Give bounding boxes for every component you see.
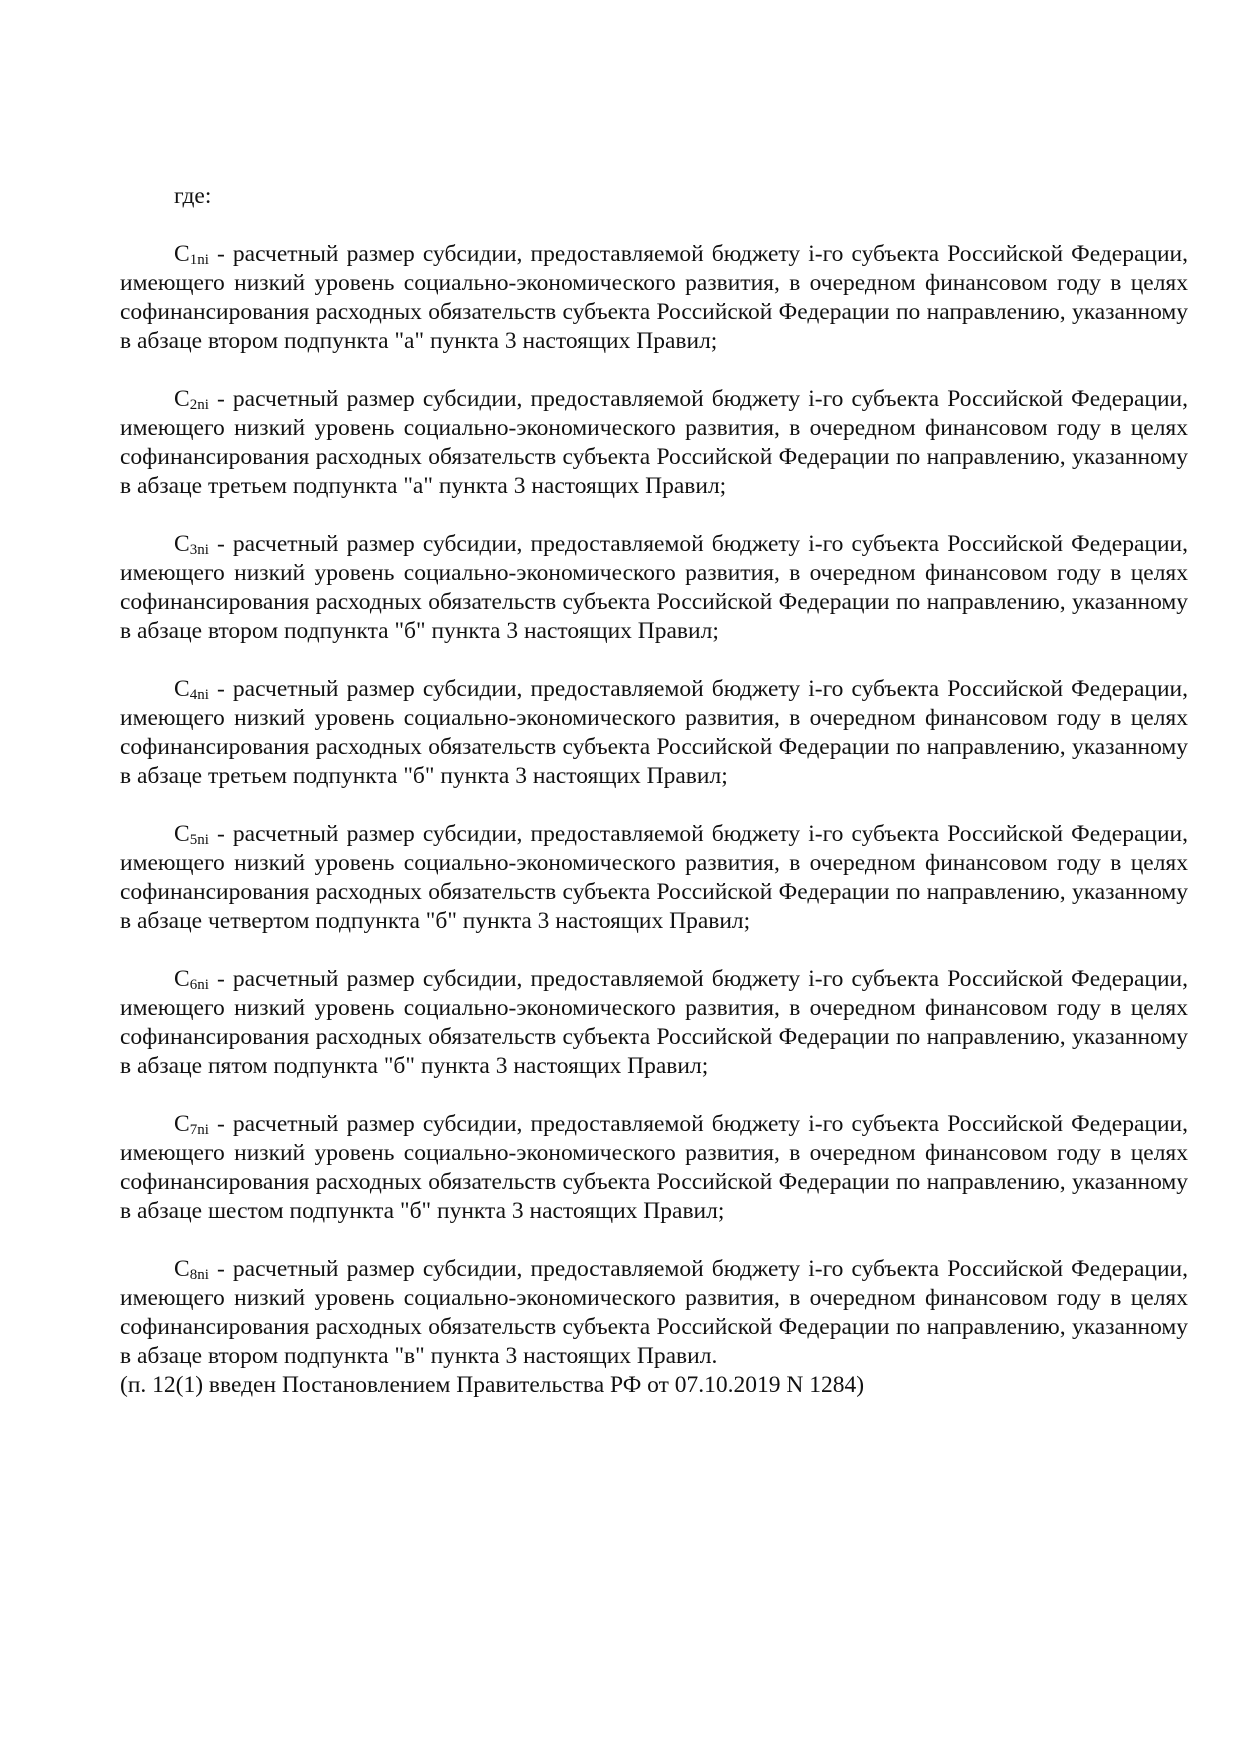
definition-text: - расчетный размер субсидии, предоставляемой бюджету i-го субъекта Российской Федерации, имеющего низкий уровень социально-экономического развития, в очередном финансовом году в целях софинансирования расходных обязательств субъекта Российской Федерации по направлению, указанному в абзаце втором подпункта "а" пункта 3 настоящих Правил; <box>120 241 1188 354</box>
definition-text: - расчетный размер субсидии, предоставляемой бюджету i-го субъекта Российской Федерации, имеющего низкий уровень социально-экономического развития, в очередном финансовом году в целях софинансирования расходных обязательств субъекта Российской Федерации по направлению, указанному в абзаце втором подпункта "в" пункта 3 настоящих Правил. <box>120 1256 1188 1369</box>
definition-text: - расчетный размер субсидии, предоставляемой бюджету i-го субъекта Российской Федерации, имеющего низкий уровень социально-экономического развития, в очередном финансовом году в целях софинансирования расходных обязательств субъекта Российской Федерации по направлению, указанному в абзаце втором подпункта "б" пункта 3 настоящих Правил; <box>120 531 1188 644</box>
definition-symbol: $C_{2ni}$ <box>174 386 209 413</box>
definition-symbol: $C_{7ni}$ <box>174 1111 209 1138</box>
definition-c7 <box>120 1110 1188 1226</box>
intro-text: где: <box>174 183 212 209</box>
definition-symbol: $C_{1ni}$ <box>174 241 209 268</box>
definition-c2 <box>120 385 1188 501</box>
amendment-note: (п. 12(1) введен Постановлением Правительства РФ от 07.10.2019 N 1284) <box>120 1372 865 1398</box>
definition-c1 <box>120 240 1188 356</box>
definition-c5 <box>120 820 1188 936</box>
definition-text: - расчетный размер субсидии, предоставляемой бюджету i-го субъекта Российской Федерации, имеющего низкий уровень социально-экономического развития, в очередном финансовом году в целях софинансирования расходных обязательств субъекта Российской Федерации по направлению, указанному в абзаце четвертом подпункта "б" пункта 3 настоящих Правил; <box>120 821 1188 934</box>
definition-symbol: $C_{5ni}$ <box>174 821 209 848</box>
definition-symbol: $C_{4ni}$ <box>174 676 209 703</box>
definition-c3 <box>120 530 1188 646</box>
definition-symbol: $C_{6ni}$ <box>174 966 209 993</box>
definition-symbol: $C_{8ni}$ <box>174 1256 209 1283</box>
definition-text: - расчетный размер субсидии, предоставляемой бюджету i-го субъекта Российской Федерации, имеющего низкий уровень социально-экономического развития, в очередном финансовом году в целях софинансирования расходных обязательств субъекта Российской Федерации по направлению, указанному в абзаце шестом подпункта "б" пункта 3 настоящих Правил; <box>120 1111 1188 1224</box>
definition-text: - расчетный размер субсидии, предоставляемой бюджету i-го субъекта Российской Федерации, имеющего низкий уровень социально-экономического развития, в очередном финансовом году в целях софинансирования расходных обязательств субъекта Российской Федерации по направлению, указанному в абзаце третьем подпункта "б" пункта 3 настоящих Правил; <box>120 676 1188 789</box>
document-page <box>120 182 1188 1400</box>
definition-text: - расчетный размер субсидии, предоставляемой бюджету i-го субъекта Российской Федерации, имеющего низкий уровень социально-экономического развития, в очередном финансовом году в целях софинансирования расходных обязательств субъекта Российской Федерации по направлению, указанному в абзаце пятом подпункта "б" пункта 3 настоящих Правил; <box>120 966 1188 1079</box>
definition-c8 <box>120 1255 1188 1371</box>
definition-text: - расчетный размер субсидии, предоставляемой бюджету i-го субъекта Российской Федерации, имеющего низкий уровень социально-экономического развития, в очередном финансовом году в целях софинансирования расходных обязательств субъекта Российской Федерации по направлению, указанному в абзаце третьем подпункта "а" пункта 3 настоящих Правил; <box>120 386 1188 499</box>
definition-c4 <box>120 675 1188 791</box>
definition-symbol: $C_{3ni}$ <box>174 531 209 558</box>
definition-c6 <box>120 965 1188 1081</box>
